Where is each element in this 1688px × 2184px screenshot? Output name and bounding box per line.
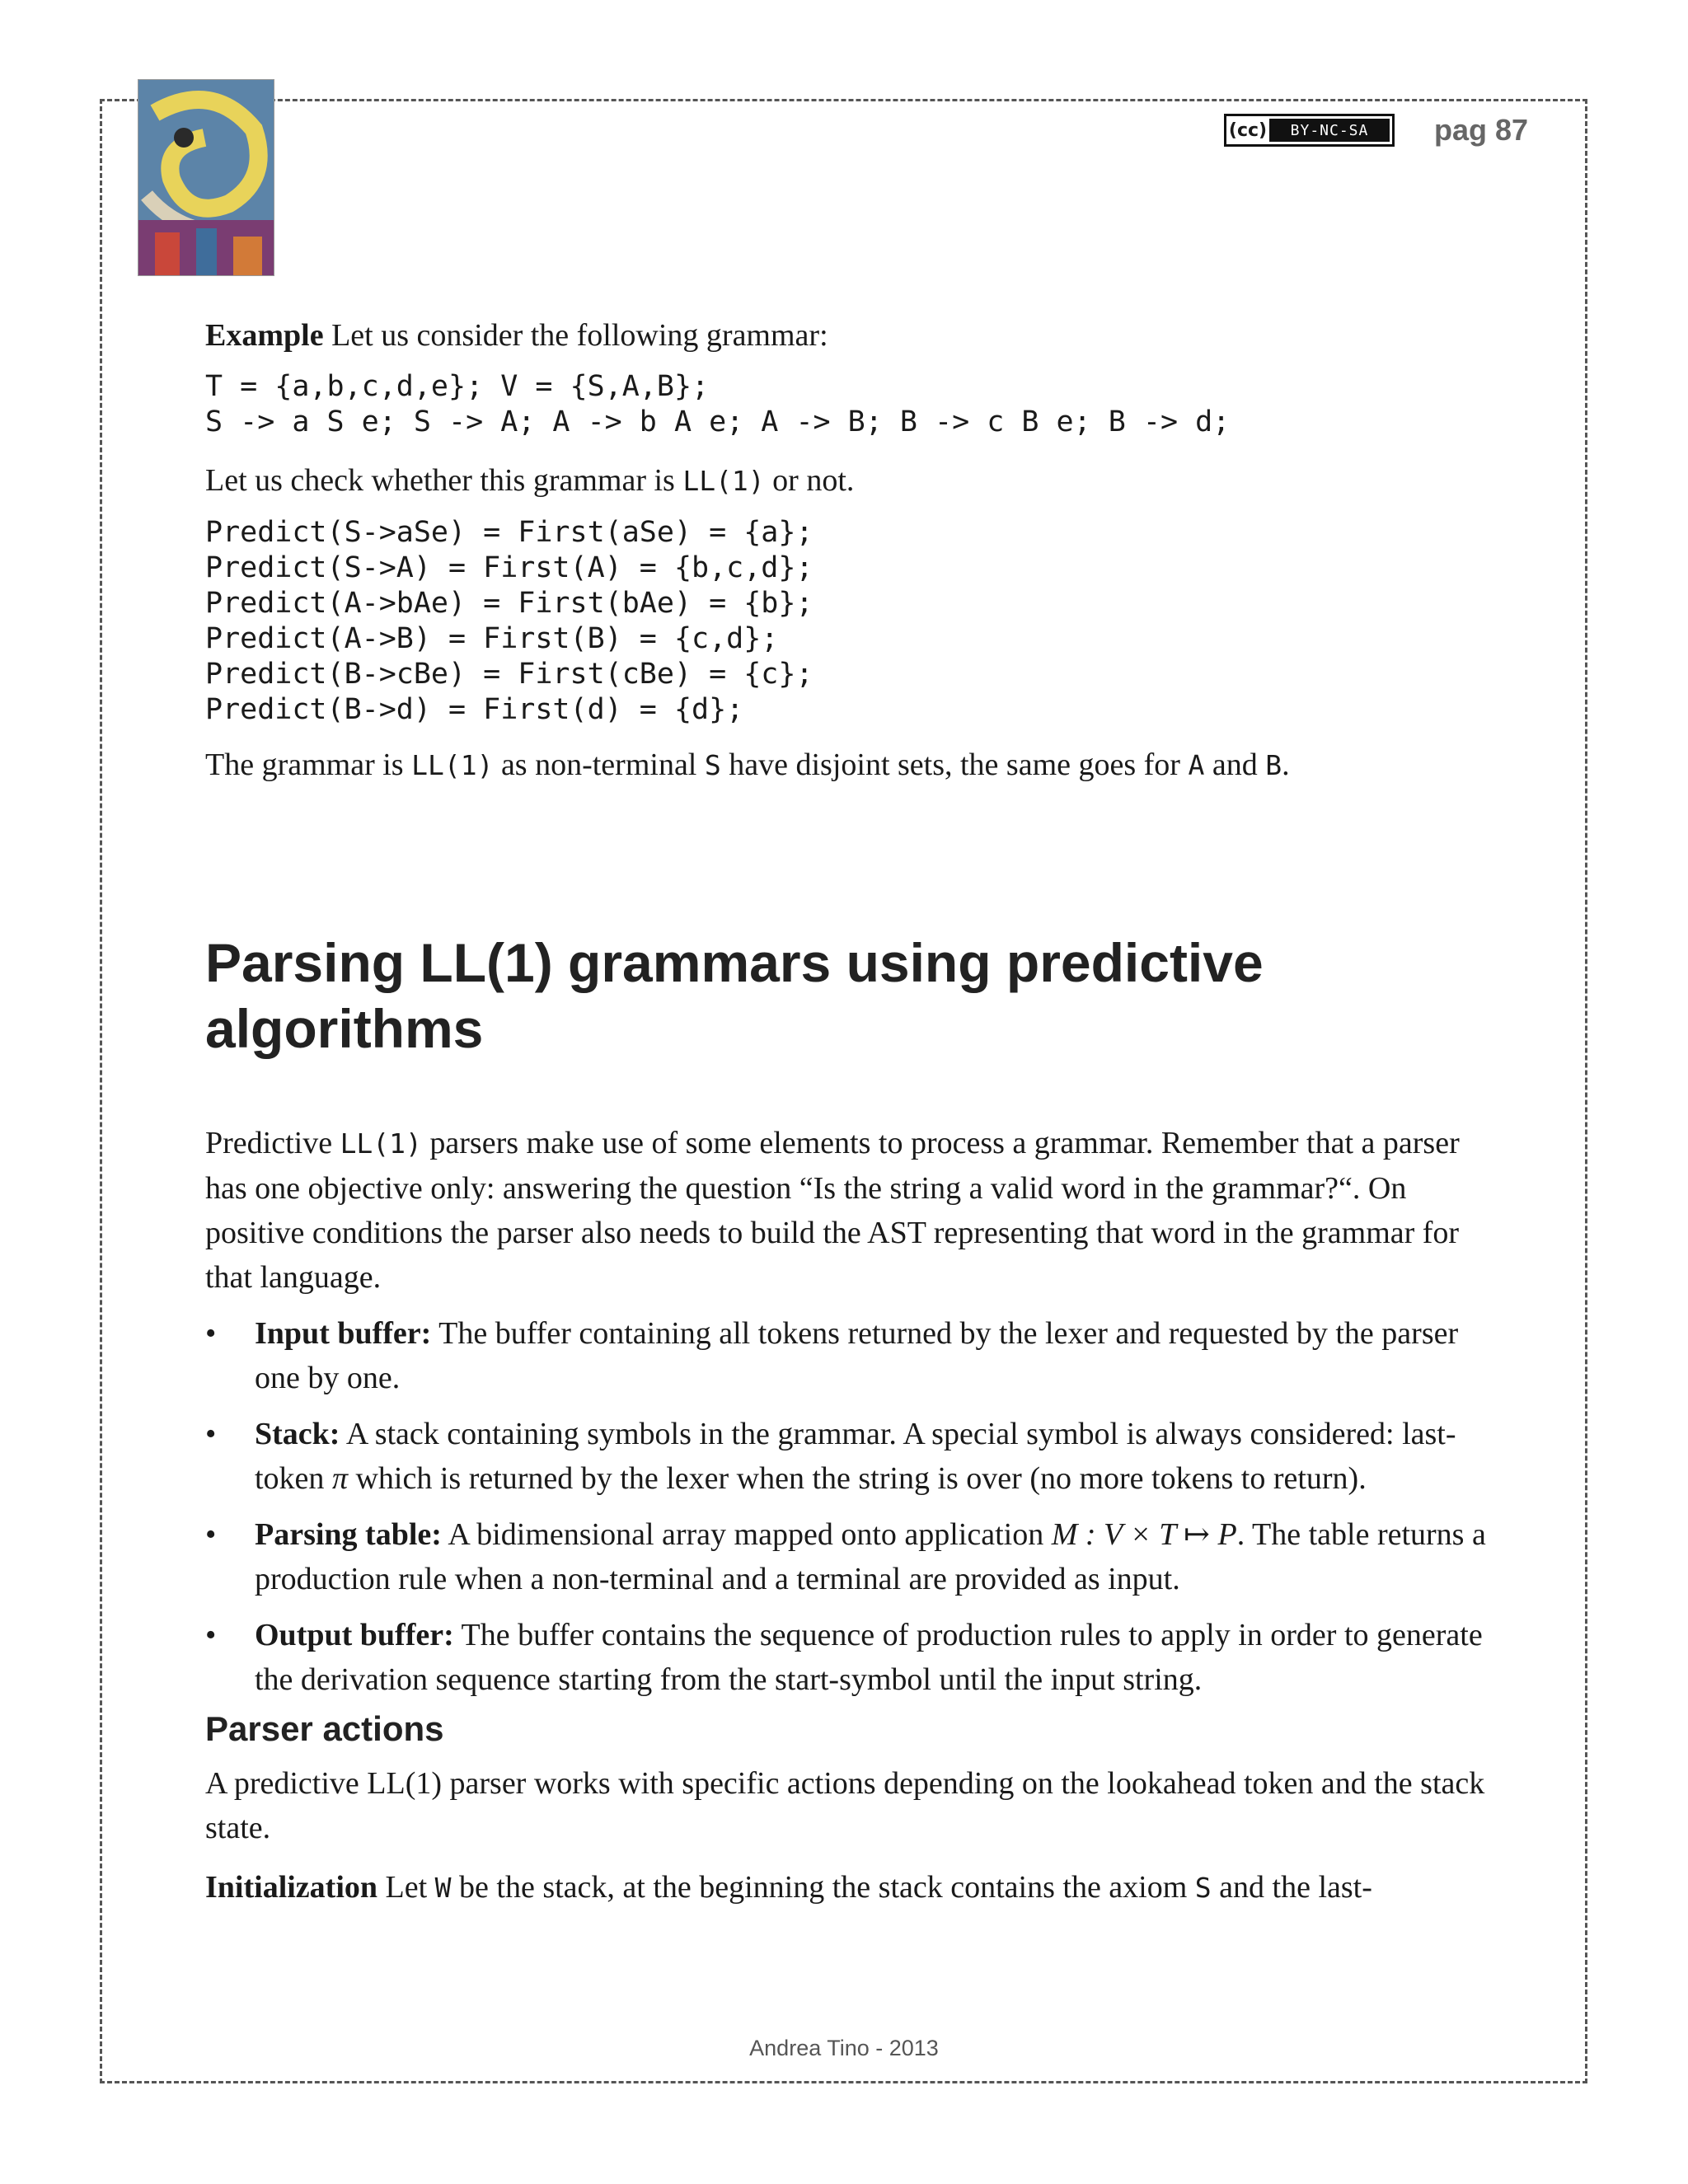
list-item: • Parsing table: A bidimensional array mapped onto application M : V × T ↦ P. The table returns a production rule when a non-terminal and a terminal are provided as input. [205, 1517, 1486, 1596]
parser-actions-paragraph: A predictive LL(1) parser works with specific actions depending on the lookahead token and the stack state. [205, 1766, 1485, 1845]
grammar-code-line: S -> a S e; S -> A; A -> b A e; A -> B; B -> c B e; B -> d; [205, 405, 1231, 438]
page-content [205, 313, 1507, 1910]
page-number: pag 87 [1434, 113, 1529, 147]
example-intro: Example Let us consider the following grammar: [205, 318, 828, 353]
parser-actions-heading: Parser actions [205, 1709, 444, 1748]
list-item: • Input buffer: The buffer containing all tokens returned by the lexer and requested by the parser one by one. [205, 1316, 1459, 1395]
cc-license-badge[interactable] [1224, 114, 1395, 147]
cover-thumbnail-image [138, 79, 274, 276]
grammar-code-line: T = {a,b,c,d,e}; V = {S,A,B}; [205, 370, 710, 403]
section-intro-paragraph: Predictive LL(1) parsers make use of some elements to process a grammar. Remember that a parser has one objective only: answering the question “Is the string a valid word in the grammar?“. On positive conditions the parser also needs to build the AST representing that word in the grammar for that language. [205, 1126, 1460, 1295]
initialization-paragraph: Initialization Let W be the stack, at the beginning the stack contains the axiom S and the last- [205, 1870, 1372, 1905]
predict-line: Predict(B->d) = First(d) = {d}; [205, 693, 744, 726]
predict-block [205, 515, 1507, 728]
section-title: Parsing LL(1) grammars using predictive algorithms [205, 932, 1264, 1059]
cc-icon: (cc) [1228, 120, 1268, 141]
example-label: Example [205, 318, 324, 353]
pi-symbol: π [331, 1461, 348, 1496]
license-label: BY-NC-SA [1269, 119, 1390, 142]
page-footer: Andrea Tino - 2013 [749, 2036, 939, 2060]
predict-line: Predict(A->B) = First(B) = {c,d}; [205, 622, 779, 655]
list-item: • Stack: A stack containing symbols in the grammar. A special symbol is always considered: last-token π which is returned by the lexer when the string is over (no more tokens to return). [205, 1417, 1456, 1496]
list-item: • Output buffer: The buffer contains the sequence of production rules to apply in order to generate the derivation sequence starting from the start-symbol until the input string. [205, 1618, 1483, 1697]
predict-line: Predict(S->A) = First(A) = {b,c,d}; [205, 551, 814, 584]
parser-elements-list [205, 1311, 1507, 1702]
conclusion-sentence: The grammar is LL(1) as non-terminal S have disjoint sets, the same goes for A and B. [205, 748, 1290, 782]
mapping-formula: M : V × T ↦ P [1051, 1517, 1237, 1552]
predict-line: Predict(B->cBe) = First(cBe) = {c}; [205, 658, 814, 691]
predict-line: Predict(S->aSe) = First(aSe) = {a}; [205, 516, 814, 549]
check-sentence: Let us check whether this grammar is LL(1) or not. [205, 463, 855, 498]
predict-line: Predict(A->bAe) = First(bAe) = {b}; [205, 587, 814, 620]
